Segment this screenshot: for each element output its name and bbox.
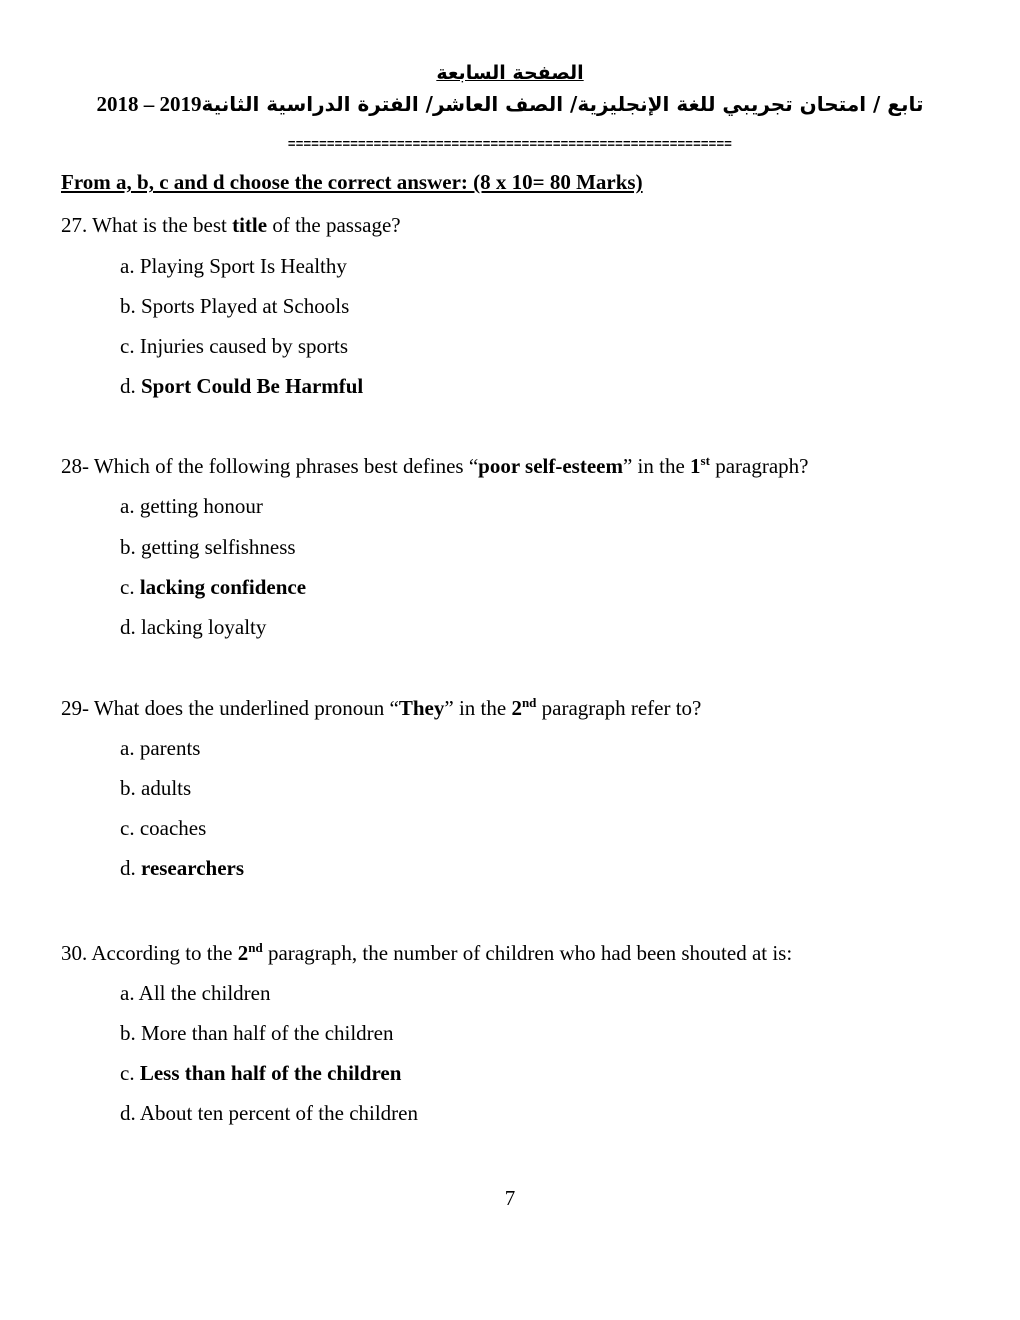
instruction-text: From a, b, c and d choose the correct answer: (8 x 10= 80 Marks) bbox=[61, 170, 643, 194]
exam-title-arabic bbox=[0, 92, 1020, 117]
option-29d: d. researchers bbox=[120, 856, 245, 880]
question-28: 28- Which of the following phrases best defines “poor self-esteem” in the 1st paragraph? bbox=[61, 453, 809, 478]
option-30b: b. More than half of the children bbox=[120, 1021, 394, 1045]
option-29c: c. coaches bbox=[120, 816, 207, 840]
option-27a: a. Playing Sport Is Healthy bbox=[120, 254, 347, 278]
option-30a: a. All the children bbox=[120, 981, 271, 1005]
page-number: 7 bbox=[504, 1186, 516, 1210]
option-30c: c. Less than half of the children bbox=[120, 1061, 402, 1085]
option-28a: a. getting honour bbox=[120, 494, 263, 518]
option-27b: b. Sports Played at Schools bbox=[120, 294, 350, 318]
exam-years: 2018 – 2019 bbox=[96, 92, 202, 116]
separator-line: ========================================================= bbox=[287, 136, 733, 151]
option-30d: d. About ten percent of the children bbox=[120, 1101, 418, 1125]
question-30: 30. According to the 2nd paragraph, the number of children who had been shouted at is: bbox=[61, 940, 793, 965]
option-28d: d. lacking loyalty bbox=[120, 615, 267, 639]
exam-title-text: تابع / امتحان تجريبي للغة الإنجليزية/ الصف العاشر/ الفترة الدراسية الثانية bbox=[201, 92, 924, 116]
option-29b: b. adults bbox=[120, 776, 192, 800]
question-27: 27. What is the best title of the passage? bbox=[61, 213, 401, 237]
option-27c: c. Injuries caused by sports bbox=[120, 334, 349, 358]
option-28b: b. getting selfishness bbox=[120, 535, 296, 559]
page-label-arabic: الصفحة السابعة bbox=[436, 62, 584, 84]
option-28c: c. lacking confidence bbox=[120, 575, 307, 599]
question-29: 29- What does the underlined pronoun “They” in the 2nd paragraph refer to? bbox=[61, 695, 702, 720]
option-27d: d. Sport Could Be Harmful bbox=[120, 374, 364, 398]
option-29a: a. parents bbox=[120, 736, 201, 760]
